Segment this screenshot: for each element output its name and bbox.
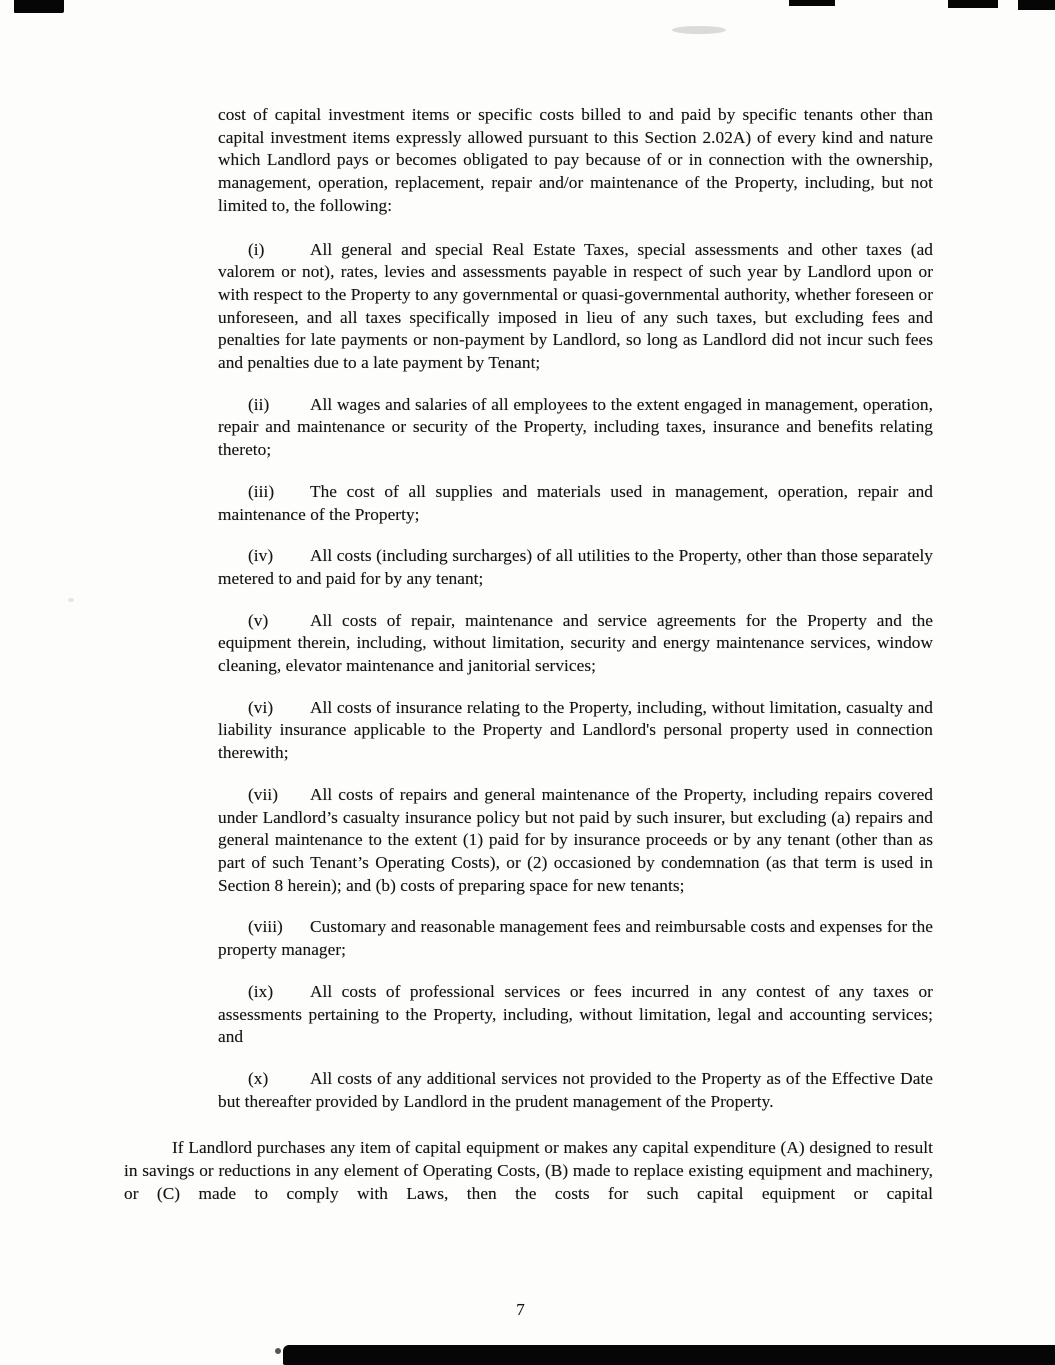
list-item — [218, 697, 933, 765]
list-item — [218, 239, 933, 375]
list-item — [218, 545, 933, 590]
list-item-label: (x) — [248, 1068, 269, 1088]
list-item — [218, 784, 933, 898]
list-item-text: Customary and reasonable management fees and reimbursable costs and expenses for the property manager; — [218, 917, 933, 960]
list-item-label: (ii) — [248, 394, 270, 414]
list-item-text: The cost of all supplies and materials used in management, operation, repair and maintenance of the Property; — [218, 481, 933, 524]
operating-costs-list — [218, 239, 933, 1114]
list-item — [218, 1068, 933, 1113]
operating-costs-section — [218, 104, 933, 1113]
list-item-label: (iii) — [248, 481, 275, 501]
list-item-label: (v) — [248, 610, 269, 630]
intro-paragraph: cost of capital investment items or specific costs billed to and paid by specific tenants other than capital investment items expressly allowed pursuant to this Section 2.02A) of every kind and nature which Landlord pays or becomes obligated to pay because of or in connection with the ownership, management, operation, replacement, repair and/or maintenance of the Property, including, but not limited to, the following: — [218, 105, 933, 215]
list-item-text: All costs of insurance relating to the Property, including, without limitation, casualty and liability insurance applicable to the Property and Landlord's personal property used in connection therewith; — [218, 697, 933, 763]
list-item-label: (viii) — [248, 917, 283, 937]
list-item-text: All costs (including surcharges) of all utilities to the Property, other than those separately metered to and paid for by any tenant; — [218, 546, 933, 588]
scan-artifact-top-dash — [948, 0, 998, 8]
list-item — [218, 394, 933, 462]
list-item — [218, 916, 933, 961]
list-item-label: (vii) — [248, 784, 279, 804]
scan-artifact-top-dash — [789, 0, 835, 6]
document-body — [124, 104, 933, 1205]
list-item-label: (i) — [248, 239, 265, 259]
list-item — [218, 610, 933, 678]
list-item-label: (iv) — [248, 546, 274, 566]
page-number: 7 — [516, 1300, 525, 1319]
list-item-label: (vi) — [248, 697, 274, 717]
scan-artifact-bottom-bar — [283, 1345, 1055, 1365]
list-item-text: All wages and salaries of all employees to the extent engaged in management, operation, repair and maintenance or security of the Property, including taxes, insurance and benefits relating thereto; — [218, 394, 933, 460]
scan-artifact-top-corner — [1018, 0, 1055, 10]
list-item-label: (ix) — [248, 981, 274, 1001]
list-item-text: All costs of repairs and general maintenance of the Property, including repairs covered under Landlord’s casualty insurance policy but not paid by such insurer, but excluding (a) repairs and general maintenance to the extent (1) paid for by insurance proceeds or by any tenant (other than as part of such Tenant’s Operating Costs), or (2) occasioned by condemnation (as that term is used in Section 8 herein); and (b) costs of preparing space for new tenants; — [218, 784, 933, 895]
scan-smudge — [672, 26, 726, 34]
scan-artifact-top-left — [14, 0, 64, 13]
scan-smudge — [275, 1348, 281, 1354]
closing-paragraph: If Landlord purchases any item of capital equipment or makes any capital expenditure (A) designed to result in savings or reductions in any element of Operating Costs, (B) made to replace existing equipment and machinery, or (C) made to comply with Laws, then the costs for such capital equipment or capital — [124, 1138, 933, 1203]
list-item — [218, 481, 933, 526]
scan-smudge — [68, 598, 74, 602]
list-item-text: All costs of repair, maintenance and service agreements for the Property and the equipment therein, including, without limitation, security and energy maintenance services, window cleaning, elevator maintenance and janitorial services; — [218, 610, 933, 676]
list-item-text: All general and special Real Estate Taxes, special assessments and other taxes (ad valorem or not), rates, levies and assessments payable in respect of such year by Landlord upon or with respect to the Property to any governmental or quasi-governmental authority, whether foreseen or unforeseen, and all taxes specifically imposed in lieu of any such taxes, but excluding fees and penalties for late payments or non-payment by Landlord, so long as Landlord did not incur such fees and penalties due to a late payment by Tenant; — [218, 239, 933, 373]
list-item-text: All costs of professional services or fees incurred in any contest of any taxes or assessments pertaining to the Property, including, without limitation, legal and accounting services; and — [218, 981, 933, 1047]
list-item — [218, 981, 933, 1049]
list-item-text: All costs of any additional services not provided to the Property as of the Effective Date but thereafter provided by Landlord in the prudent management of the Property. — [218, 1068, 933, 1111]
